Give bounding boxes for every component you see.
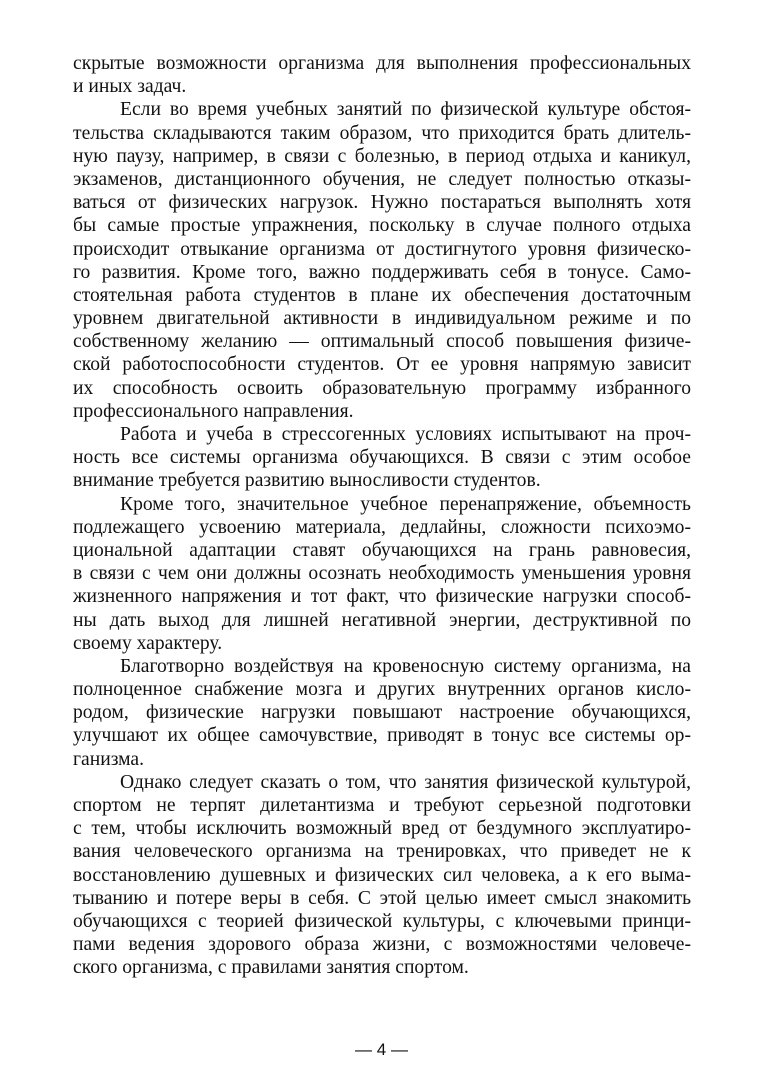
body-text (73, 52, 691, 980)
text-line: спортом не терпят дилетантизма и требуют серьезной подготовки (73, 795, 691, 816)
text-line: экзаменов, дистанционного обучения, не следует полностью отказы- (73, 168, 691, 190)
text-line: ганизма. (73, 748, 145, 770)
text-line: происходит отвыкание организма от достигнутого уровня физическо- (73, 238, 691, 260)
text-line: с тем, чтобы исключить возможный вред от бездумного эксплуатиро- (73, 818, 691, 840)
text-line: Однако следует сказать о том, что занятия физической культурой, (120, 771, 691, 793)
text-line: жизненного напряжения и тот факт, что физические нагрузки способ- (73, 586, 691, 608)
text-line: скрытые возможности организма для выполнения профессиональных (73, 53, 691, 74)
text-line: уровнем двигательной активности в индивидуальном режиме и по (73, 308, 691, 330)
text-line: ную паузу, например, в связи с болезнью, в период отдыха и каникул, (73, 145, 691, 167)
text-line: ваться от физических нагрузок. Нужно постараться выполнять хотя (73, 192, 691, 214)
text-line: Благотворно воздействуя на кровеносную систему организма, на (120, 655, 691, 677)
text-line: ность все системы организма обучающихся. В связи с этим особое (73, 447, 691, 469)
text-line: стоятельная работа студентов в плане их обеспечения достаточным (73, 284, 691, 306)
page-number: — 4 — (355, 1040, 408, 1059)
text-line: внимание требуется развитию выносливости студентов. (73, 470, 541, 492)
text-line: обучающихся с теорией физической культуры, с ключевыми принци- (73, 910, 691, 932)
text-line: вания человеческого организма на тренировках, что приведет не к (73, 841, 691, 863)
text-line: полноценное снабжение мозга и других внутренних органов кисло- (73, 679, 691, 701)
text-line: бы самые простые упражнения, поскольку в случае полного отдыха (73, 215, 691, 237)
text-line: родом, физические нагрузки повышают настроение обучающихся, (73, 702, 691, 724)
text-line: восстановлению душевных и физических сил человека, а к его выма- (73, 864, 691, 886)
text-line: циональной адаптации ставят обучающихся на грань равновесия, (73, 539, 691, 561)
text-line: Кроме того, значительное учебное перенапряжение, объемность (120, 493, 691, 515)
text-line: пами ведения здорового образа жизни, с возможностями человече- (73, 934, 691, 956)
text-line: ского организма, с правилами занятия спортом. (73, 957, 469, 979)
text-line: своему характеру. (73, 632, 223, 654)
text-line: улучшают их общее самочувствие, приводят в тонус все системы ор- (73, 725, 691, 747)
text-line: Работа и учеба в стрессогенных условиях испытывают на проч- (120, 424, 691, 445)
text-line: их способность освоить образовательную программу избранного (73, 377, 691, 399)
text-line: тельства складываются таким образом, что приходится брать длитель- (73, 122, 691, 144)
text-line: Если во время учебных занятий по физической культуре обстоя- (120, 99, 691, 121)
text-line: тыванию и потере веры в себя. С этой целью имеет смысл знакомить (73, 887, 691, 909)
text-line: ны дать выход для лишней негативной энергии, деструктивной по (73, 609, 691, 631)
text-line: ской работоспособности студентов. От ее уровня напрямую зависит (73, 354, 691, 376)
text-line: и иных задач. (73, 76, 187, 98)
text-line: го развития. Кроме того, важно поддерживать себя в тонусе. Само- (73, 261, 691, 283)
text-line: собственному желанию — оптимальный способ повышения физиче- (73, 331, 691, 353)
text-line: подлежащего усвоению материала, дедлайны, сложности психоэмо- (73, 516, 691, 538)
text-line: в связи с чем они должны осознать необходимость уменьшения уровня (73, 563, 691, 585)
text-line: профессионального направления. (73, 400, 354, 422)
